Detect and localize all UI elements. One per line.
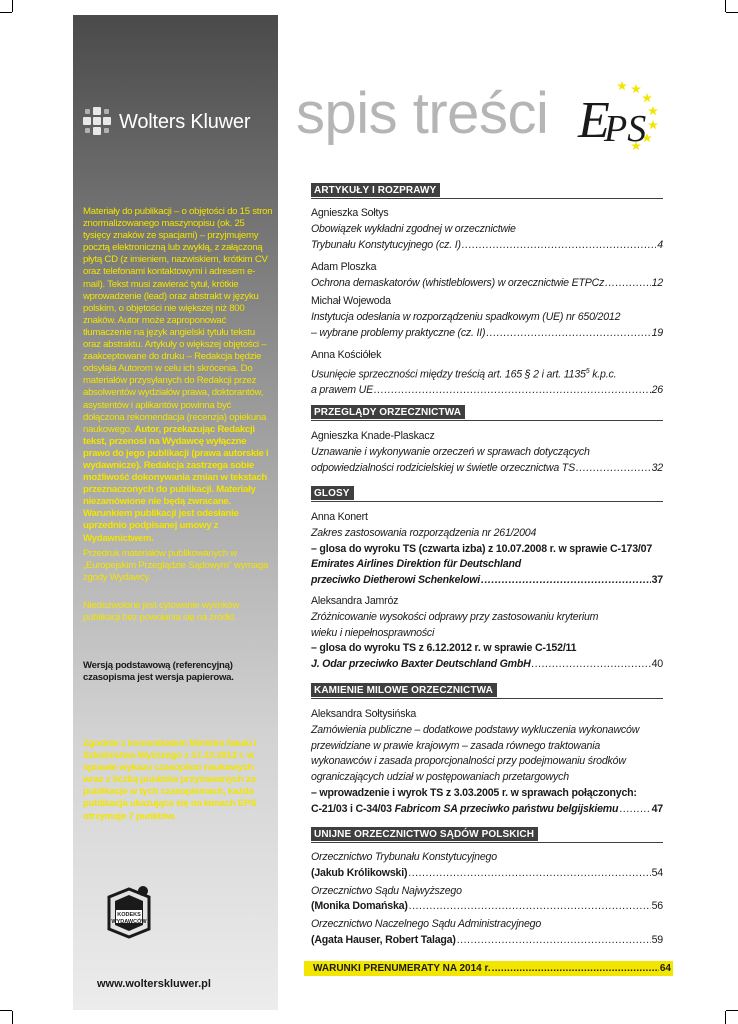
website-link[interactable]: www.wolterskluwer.pl <box>97 978 211 990</box>
subscription-label: WARUNKI PRENUMERATY NA 2014 r. <box>313 963 491 974</box>
section-heading: UNIJNE ORZECZNICTWO SĄDÓW POLSKICH <box>311 827 538 841</box>
toc-entry[interactable] <box>311 594 663 673</box>
crop-mark <box>726 1010 738 1011</box>
entry-author: Agnieszka Knade-Plaskacz <box>311 430 435 442</box>
entry-page: 54 <box>651 866 663 879</box>
toc-entry[interactable] <box>311 348 663 399</box>
entry-title-line: wieku i niepełnosprawności <box>311 626 435 639</box>
entry-title-line: Uznawanie i wykonywanie orzeczeń w sprawach dotyczących <box>311 445 590 458</box>
section-heading: ARTYKUŁY I ROZPRAWY <box>311 183 440 197</box>
entry-page: 47 <box>651 802 663 815</box>
entry-title-line <box>311 364 663 383</box>
section-rule <box>311 842 663 843</box>
crop-mark <box>726 12 738 13</box>
section-heading: GLOSY <box>311 486 354 500</box>
entry-title-line: Obowiązek wykładni zgodnej w orzecznictwie <box>311 222 516 235</box>
crop-mark <box>0 12 12 13</box>
entry-title-line: przeciwko Dietherowi Schenkelowi <box>311 574 481 587</box>
subscription-page: 64 <box>659 963 671 974</box>
section-rule <box>311 198 663 199</box>
subscription-bar[interactable] <box>304 961 673 976</box>
entry-title-line: wykonawców i zasada proporcjonalności przy podejmowaniu środków <box>311 755 626 768</box>
entry-title-line: Zamówienia publiczne – dodatkowe podstawy wykluczenia wykonawców <box>311 723 640 736</box>
crop-mark <box>12 0 13 12</box>
entry-page: 19 <box>651 326 663 339</box>
entry-author: Aleksandra Sołtysińska <box>311 708 417 720</box>
toc-entry[interactable] <box>311 707 663 818</box>
eps-logo-icon <box>576 75 668 155</box>
entry-title-line: – glosa do wyroku TS z 6.12.2012 r. w sprawie C-152/11 <box>311 642 577 655</box>
section-heading: KAMIENIE MILOWE ORZECZNICTWA <box>311 683 497 697</box>
entry-title-line: Orzecznictwo Naczelnego Sądu Administracyjnego <box>311 918 542 931</box>
entry-title-line: Trybunału Konstytucyjnego (cz. I) <box>311 238 461 251</box>
section-heading: PRZEGLĄDY ORZECZNICTWA <box>311 405 465 419</box>
toc-entry[interactable] <box>311 294 663 341</box>
crop-mark <box>725 1011 726 1024</box>
entry-page: 56 <box>651 900 663 913</box>
entry-author: Aleksandra Jamróz <box>311 595 399 607</box>
entry-title-line: – wybrane problemy praktyczne (cz. II) <box>311 326 486 339</box>
svg-text:PS: PS <box>604 108 647 150</box>
entry-title-line: J. Odar przeciwko Baxter Deutschland GmbH <box>311 658 531 671</box>
entry-title-part: k.p.c. <box>589 368 617 381</box>
case-name: Fabricom SA przeciwko państwu belgijskiemu <box>394 802 619 815</box>
crop-mark <box>0 1010 12 1011</box>
entry-title-superscript: 5 <box>585 367 590 375</box>
entry-title-line: a prawem UE <box>311 384 373 397</box>
entry-title-line: odpowiedzialności rodzicielskiej w świetle orzecznictwa TS <box>311 461 575 474</box>
entry-page: 40 <box>651 658 663 671</box>
toc-entry[interactable] <box>311 850 663 949</box>
entry-title-line: Orzecznictwo Sądu Najwyższego <box>311 884 462 897</box>
entry-author: (Agata Hauser, Robert Talaga) <box>311 933 456 946</box>
entry-title-line: Instytucja odesłania w rozporządzeniu spadkowym (UE) nr 650/2012 <box>311 310 621 323</box>
brand-name: Wolters Kluwer <box>119 110 251 133</box>
toc-entry[interactable] <box>311 429 663 476</box>
entry-title-line: przewidziane w prawie krajowym – zasada równego traktowania <box>311 739 601 752</box>
entry-page: 59 <box>651 933 663 946</box>
entry-page: 37 <box>651 574 663 587</box>
entry-title-line: ograniczających udział w postępowaniach przetargowych <box>311 771 569 784</box>
reference-version-note: Wersją podstawową (referencyjną) czasopisma jest wersja papierowa. <box>83 660 234 684</box>
entry-title-line: Zakres zastosowania rozporządzenia nr 261/2004 <box>311 526 537 539</box>
submission-info <box>83 206 273 545</box>
entry-author: (Monika Domańska) <box>311 900 408 913</box>
entry-page: 4 <box>657 238 663 251</box>
svg-text:E: E <box>578 92 610 149</box>
toc-entry[interactable] <box>311 510 663 589</box>
crop-mark <box>725 0 726 12</box>
page-title: spis treści <box>296 81 549 146</box>
citation-note: Niedozwolone jest cytowanie wyimków publikacji bez powołania się na źródło. <box>83 600 240 624</box>
brand <box>83 107 250 137</box>
entry-title-line: Ochrona demaskatorów (whistleblowers) w orzecznictwie ETPCz <box>311 276 605 289</box>
entry-title-line: Zróżnicowanie wysokości odprawy przy zastosowaniu kryterium <box>311 610 599 623</box>
case-numbers: C-21/03 i C-34/03 <box>311 802 395 815</box>
entry-title-line: – wprowadzenie i wyrok TS z 3.03.2005 r. w sprawach połączonych: <box>311 786 637 799</box>
section-rule <box>311 698 663 699</box>
entry-page: 32 <box>651 461 663 474</box>
wolters-kluwer-logo-icon <box>83 107 113 137</box>
entry-title-line: Orzecznictwo Trybunału Konstytucyjnego <box>311 851 497 863</box>
entry-title-line: – glosa do wyroku TS (czwarta izba) z 10.07.2008 r. w sprawie C-173/07 <box>311 542 653 555</box>
ministry-note: Zgodnie z komunikatem Ministra Nauki i Szkolnictwa Wyższego z 17.12.2013 r. w sprawie wykazu czasopism naukowych wraz z liczbą punktów przynawanych za publikacje w tych czasopismach, każda publikacja ukazująca się na łamach EPS otrzymuje 7 punktów. <box>83 738 257 822</box>
entry-title-line <box>311 802 618 818</box>
entry-page: 26 <box>651 384 663 397</box>
submission-bold-text: Autor, przekazując Redakcji tekst, przenosi na Wydawcę wyłączne prawo do jego publikacji (prawa autorskie i wydawnicze). Redakcja zastrzega sobie możliwość dokonywania zmian w tekstach przeznaczonych do publikacji. Materiały niezamówione nie będą zwracane. Warunkiem publikacji jest odesłanie uprzednio podpisanej umowy z Wydawnictwem. <box>83 423 269 544</box>
entry-author: Adam Ploszka <box>311 261 377 273</box>
entry-page: 12 <box>651 276 663 289</box>
section-rule <box>311 501 663 502</box>
section-rule <box>311 420 663 421</box>
toc-entry[interactable] <box>311 206 663 253</box>
entry-author: Anna Kościółek <box>311 349 382 361</box>
entry-title-line: Emirates Airlines Direktion für Deutschland <box>311 558 521 571</box>
entry-author: (Jakub Królikowski) <box>311 866 408 879</box>
toc-entry[interactable] <box>311 260 663 292</box>
entry-author: Agnieszka Sołtys <box>311 207 389 219</box>
kodeks-wydawcow-label: KODEKS WYDAWCÓW <box>111 912 147 925</box>
entry-title-part: Usunięcie sprzeczności między treścią art. 165 § 2 i art. 1135 <box>311 368 586 381</box>
crop-mark <box>12 1011 13 1024</box>
entry-author: Michał Wojewoda <box>311 295 391 307</box>
reprint-note: Przedruk materiałów publikowanych w „Europejskim Przeglądzie Sądowym” wymaga zgody Wydawcy. <box>83 548 269 584</box>
submission-text: Materiały do publikacji – o objętości do 15 stron znormalizowanego maszynopisu (ok. 25 tysięcy znaków ze spacjami) – przyjmujemy pocztą elektroniczną lub zwykłą, z załączoną płytą CD (z imieniem, nazwiskiem, krótkim CV oraz telefonami kontaktowymi i adresem e-mail). Tekst musi zawierać tytuł, krótkie wprowadzenie (lead) oraz abstrakt w języku polskim, o objętości nie większej niż 800 znaków. Autor może zaproponować tłumaczenie na język angielski tytułu tekstu oraz abstraktu. Artykuły o większej objętości – zaakceptowane do druku – Redakcja będzie odsyłała Autorom w celu ich skrócenia. Do materiałów przysyłanych do Redakcji przez absolwentów wydziałów prawa, doktorantów, asystentów i aplikantów powinna być dołączona rekomendacja (recenzja) opiekuna naukowego. <box>83 206 273 435</box>
entry-author: Anna Konert <box>311 511 368 523</box>
sidebar <box>73 15 278 1010</box>
